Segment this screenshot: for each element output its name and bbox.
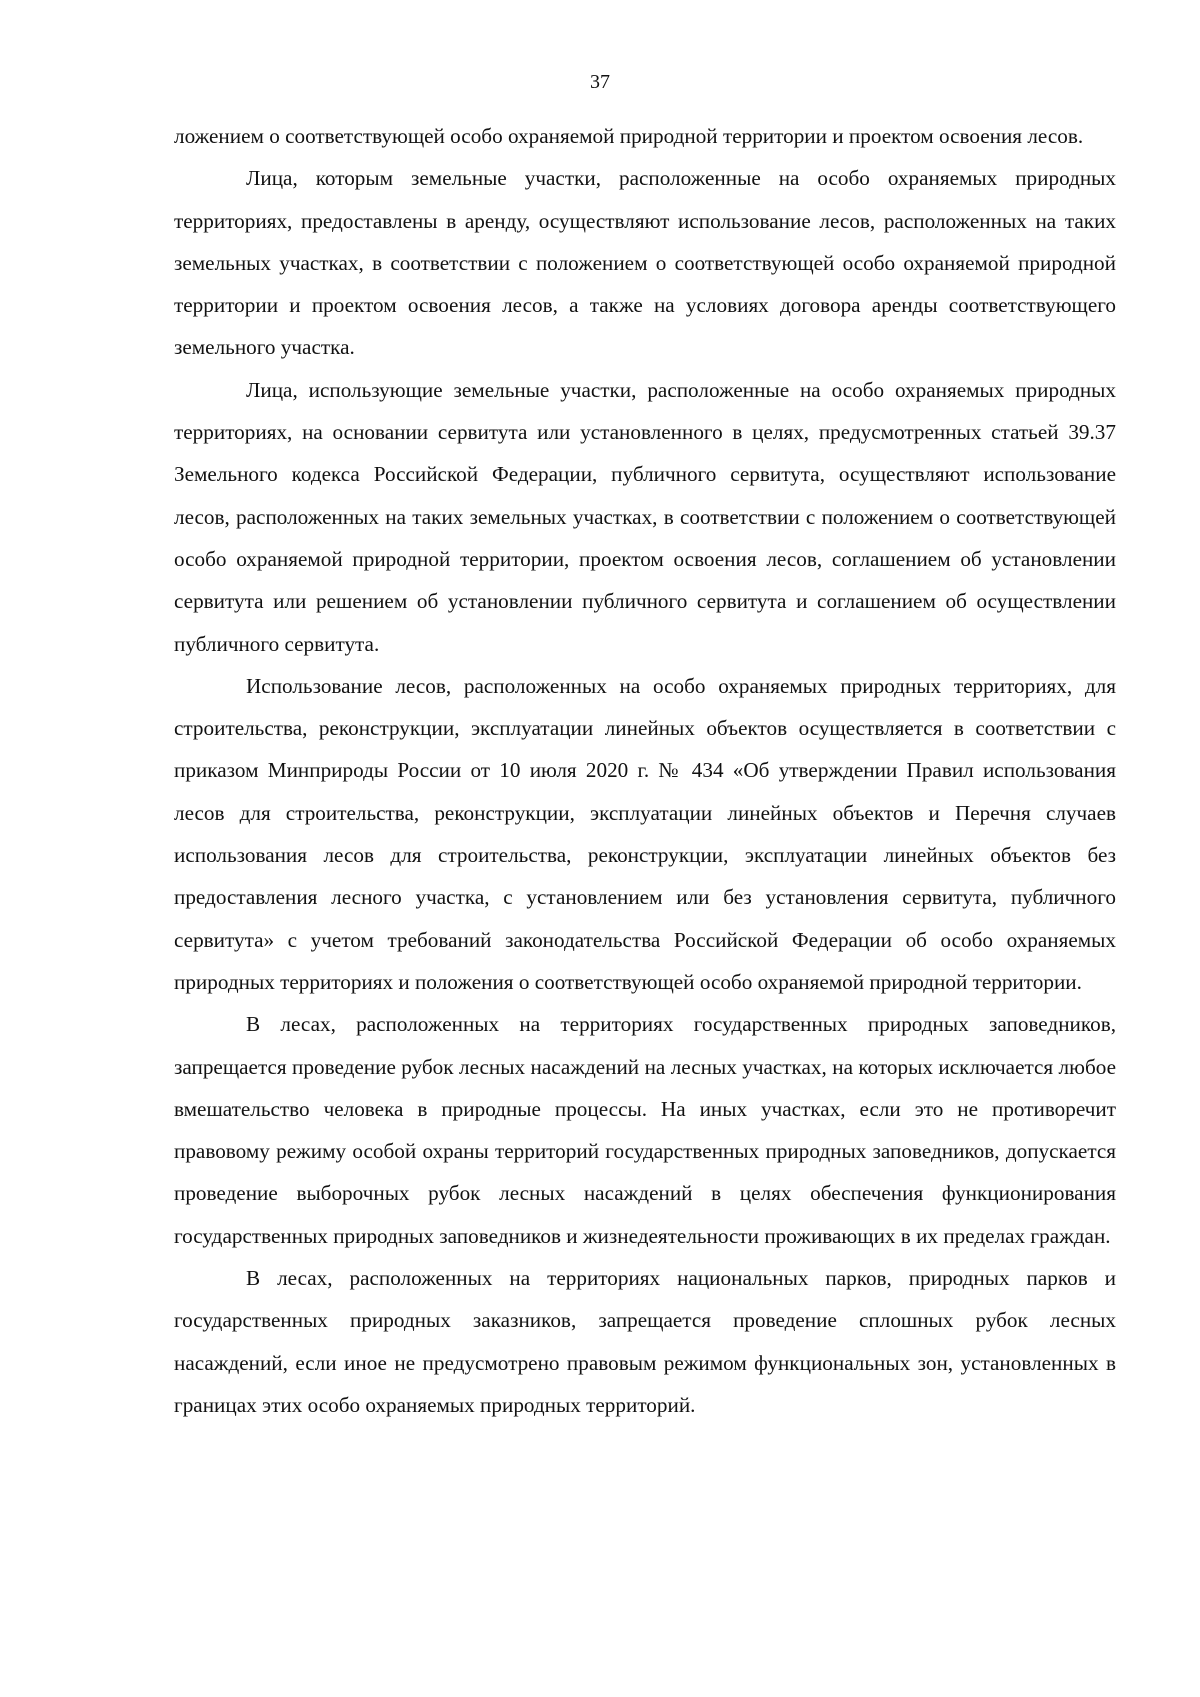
paragraph-national-parks: В лесах, расположенных на территориях национальных парков, природных парков и государственных природных заказников, запрещается проведение сплошных рубок лесных насаждений, если иное не предусмотрено правовым режимом функциональных зон, установленных в границах этих особо охраняемых природных территорий. [174, 1266, 1116, 1417]
paragraph-continuation: ложением о соответствующей особо охраняемой природной территории и проектом освоения лесов. [174, 124, 1084, 148]
paragraph-nature-reserves: В лесах, расположенных на территориях государственных природных заповедников, запрещается проведение рубок лесных насаждений на лесных участках, на которых исключается любое вмешательство человека в природные процессы. На иных участках, если это не противоречит правовому режиму особой охраны территорий государственных природных заповедников, допускается проведение выборочных рубок лесных насаждений в целях обеспечения функционирования государственных природных заповедников и жизнедеятельности проживающих в их пределах граждан. [174, 1012, 1116, 1248]
paragraph-linear-objects: Использование лесов, расположенных на особо охраняемых природных территориях, для строительства, реконструкции, эксплуатации линейных объектов осуществляется в соответствии с приказом Минприроды России от 10 июля 2020 г. № 434 «Об утверждении Правил использования лесов для строительства, реконструкции, эксплуатации линейных объектов и Перечня случаев использования лесов для строительства, реконструкции, эксплуатации линейных объектов без предоставления лесного участка, с установлением или без установления сервитута, публичного сервитута» с учетом требований законодательства Российской Федерации об особо охраняемых природных территориях и положения о соответствующей особо охраняемой природной территории. [174, 673, 1116, 994]
paragraph-lease-holders: Лица, которым земельные участки, расположенные на особо охраняемых природных территориях, предоставлены в аренду, осуществляют использование лесов, расположенных на таких земельных участках, в соответствии с положением о соответствующей особо охраняемой природной территории и проектом освоения лесов, а также на условиях договора аренды соответствующего земельного участка. [174, 166, 1116, 360]
document-body [174, 115, 1116, 1426]
page-number: 37 [590, 71, 610, 93]
paragraph-servitude-users: Лица, использующие земельные участки, расположенные на особо охраняемых природных территориях, на основании сервитута или установленного в целях, предусмотренных статьей 39.37 Земельного кодекса Российской Федерации, публичного сервитута, осуществляют использование лесов, расположенных на таких земельных участках, в соответствии с положением о соответствующей особо охраняемой природной территории, проектом освоения лесов, соглашением об установлении сервитута или решением об установлении публичного сервитута и соглашением об осуществлении публичного сервитута. [174, 377, 1116, 656]
